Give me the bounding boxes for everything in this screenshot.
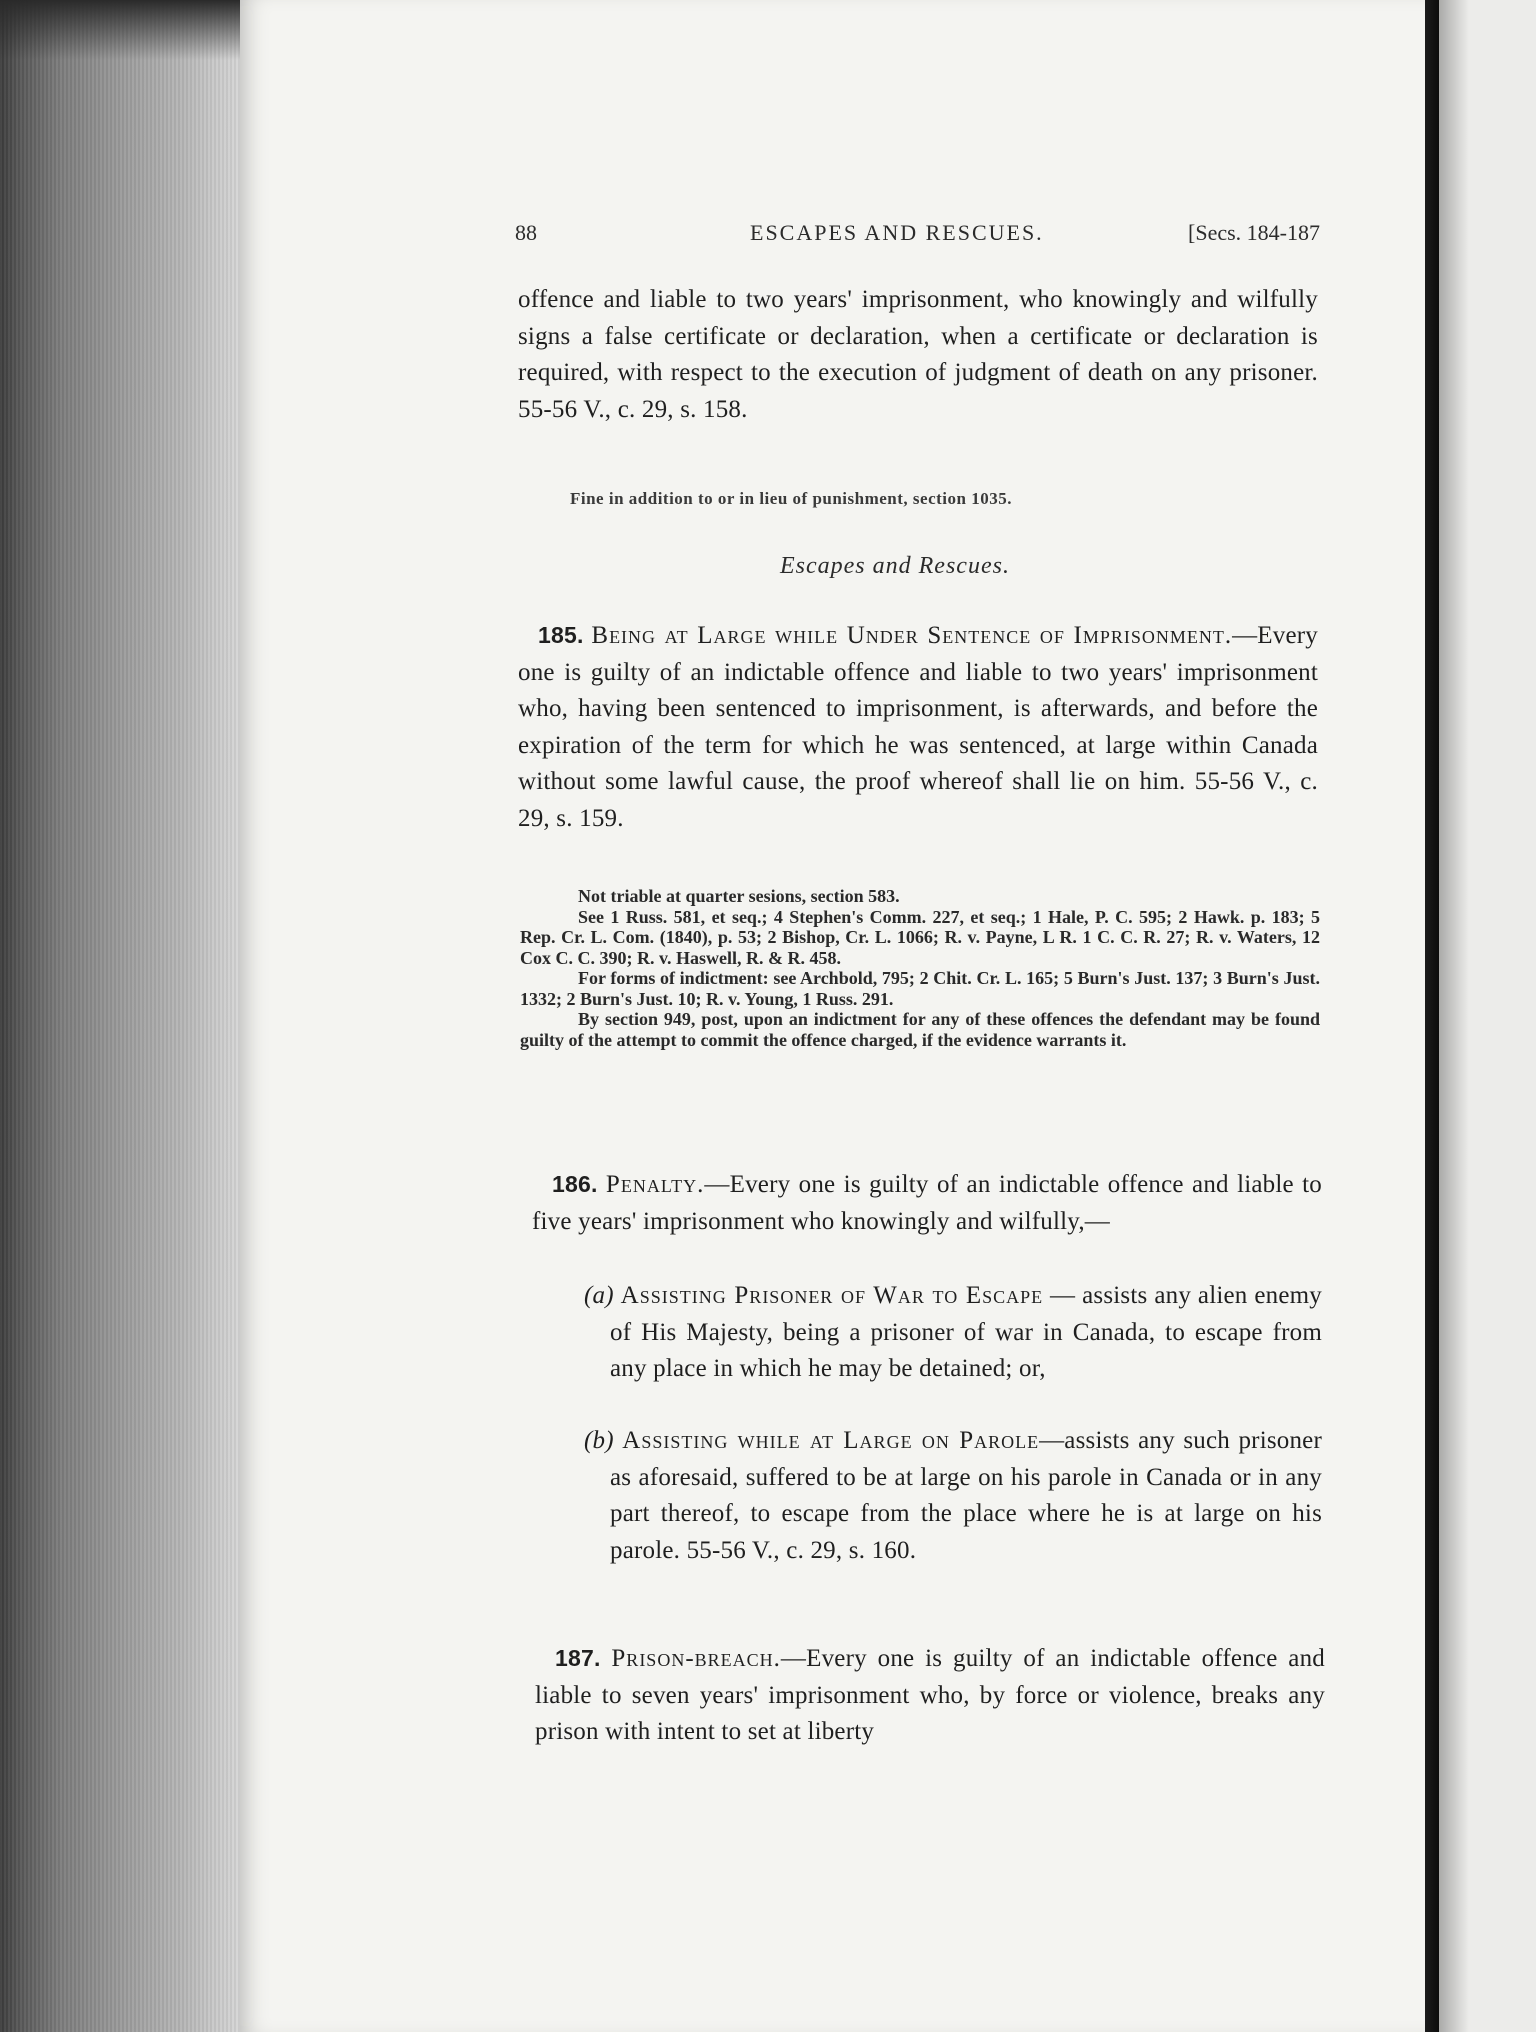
clause-a-title: Assisting Prisoner of War to Escape bbox=[620, 1282, 1044, 1309]
section-185-number: 185. bbox=[538, 622, 584, 648]
note-forms-of-indictment: For forms of indictment: see Archbold, 795; 2 Chit. Cr. L. 165; 5 Burn's Just. 137; 3 Burn's Just. 1332; 2 Burn's Just. 10; R. v. Young, 1 Russ. 291. bbox=[520, 968, 1320, 1009]
section-186-number: 186. bbox=[552, 1171, 598, 1197]
carryover-paragraph: offence and liable to two years' imprisonment, who knowingly and wilfully signs a false certificate or declaration, when a certificate or declaration is required, with respect to the execution of judgment of death on any prisoner. 55-56 V., c. 29, s. 158. bbox=[518, 286, 1318, 423]
subheading: Escapes and Rescues. bbox=[780, 553, 1010, 579]
clause-b-body: —assists any such prisoner as aforesaid, suffered to be at large on his parole in Canada or in any part thereof, to escape from the place where he is at large on his parole. 55-56 V., c. 29, s. 160. bbox=[610, 1427, 1322, 1564]
running-title: ESCAPES AND RESCUES. bbox=[750, 220, 1044, 245]
page-number: 88 bbox=[515, 220, 537, 245]
section-186-clause-b bbox=[584, 1423, 1322, 1569]
book-gutter bbox=[1425, 0, 1439, 2032]
section-185 bbox=[518, 617, 1318, 837]
clause-a-label: (a) bbox=[584, 1282, 614, 1309]
section-185-body: —Every one is guilty of an indictable offence and liable to two years' imprisonment who, having been sentenced to imprisonment, is afterwards, and before the expiration of the term for which he was sentenced, at large within Canada without some lawful cause, the proof whereof shall lie on him. 55-56 V., c. 29, s. 159. bbox=[518, 622, 1318, 832]
section-186-title: Penalty. bbox=[605, 1171, 705, 1198]
scanner-shadow bbox=[0, 0, 240, 60]
facing-page-shadow bbox=[1439, 0, 1469, 2032]
section-185-title: Being at Large while Under Sentence of Imprisonment. bbox=[591, 622, 1233, 649]
section-187-number: 187. bbox=[555, 1645, 601, 1671]
note-see-references: See 1 Russ. 581, et seq.; 4 Stephen's Comm. 227, et seq.; 1 Hale, P. C. 595; 2 Hawk. p. 183; 5 Rep. Cr. L. Com. (1840), p. 53; 2 Bishop, Cr. L. 1066; R. v. Payne, L R. 1 C. C. R. 27; R. v. Waters, 12 Cox C. C. 390; R. v. Haswell, R. & R. 458. bbox=[520, 906, 1320, 968]
section-186 bbox=[532, 1166, 1322, 1240]
note-not-triable: Not triable at quarter sesions, section 583. bbox=[578, 886, 900, 906]
clause-b-title: Assisting while at Large on Parole bbox=[622, 1427, 1040, 1454]
clause-a-body: — assists any alien enemy of His Majesty, being a prisoner of war in Canada, to escape from any place in which he may be detained; or, bbox=[610, 1282, 1322, 1382]
running-header bbox=[515, 220, 1320, 254]
section-186-body: —Every one is guilty of an indictable offence and liable to five years' imprisonment who knowingly and wilfully,— bbox=[532, 1171, 1322, 1235]
section-range: [Secs. 184-187 bbox=[1188, 220, 1320, 245]
section-187 bbox=[535, 1640, 1325, 1751]
section-185-notes bbox=[520, 886, 1320, 1050]
section-187-body: —Every one is guilty of an indictable offence and liable to seven years' imprisonment who, by force or violence, breaks any prison with intent to set at liberty bbox=[535, 1645, 1326, 1745]
clause-b-label: (b) bbox=[584, 1427, 614, 1454]
book-page-edges bbox=[0, 0, 240, 2032]
note-attempt: By section 949, post, upon an indictment for any of these offences the defendant may be found guilty of the attempt to commit the offence charged, if the evidence warrants it. bbox=[520, 1009, 1320, 1050]
section-186-clause-a bbox=[584, 1278, 1322, 1388]
section-187-title: Prison-breach. bbox=[611, 1645, 781, 1672]
fine-note: Fine in addition to or in lieu of punishment, section 1035. bbox=[570, 489, 1012, 508]
